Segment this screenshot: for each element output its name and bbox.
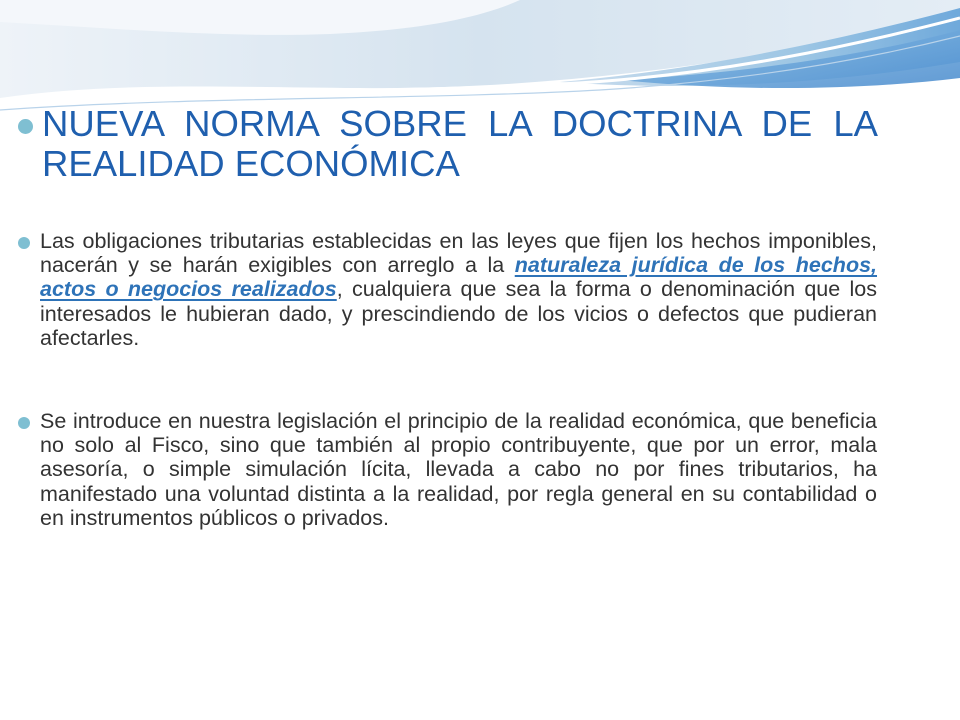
paragraph-bullet-icon bbox=[18, 417, 30, 429]
emphasized-phrase: naturaleza jurídica de los hechos, actos o negocios realizados bbox=[40, 253, 878, 302]
title-bullet-icon bbox=[18, 119, 33, 134]
paragraph-obligaciones-intro: Las obligaciones tributarias establecidas en las leyes que fijen los hechos imponibles, nacerán y se harán exigibles con arreglo a la bbox=[40, 229, 877, 278]
paragraph-obligaciones bbox=[40, 229, 877, 350]
paragraph-bullet-icon bbox=[18, 237, 30, 249]
wave-header-decoration bbox=[0, 0, 960, 120]
paragraph-realidad-economica: Se introduce en nuestra legislación el principio de la realidad económica, que beneficia no solo al Fisco, sino que también al propio contribuyente, que por un error, mala asesoría, o simple simulación lícita, llevada a cabo no por fines tributarios, ha manifestado una voluntad distinta a la realidad, por regla general en su contabilidad o en instrumentos públicos o privados. bbox=[40, 409, 877, 530]
slide-title: NUEVA NORMA SOBRE LA DOCTRINA DE LA REALIDAD ECONÓMICA bbox=[42, 103, 878, 184]
paragraph-obligaciones-rest: , cualquiera que sea la forma o denominación que los interesados le hubieran dado, y prescindiendo de los vicios o defectos que pudieran afectarles. bbox=[40, 277, 877, 350]
